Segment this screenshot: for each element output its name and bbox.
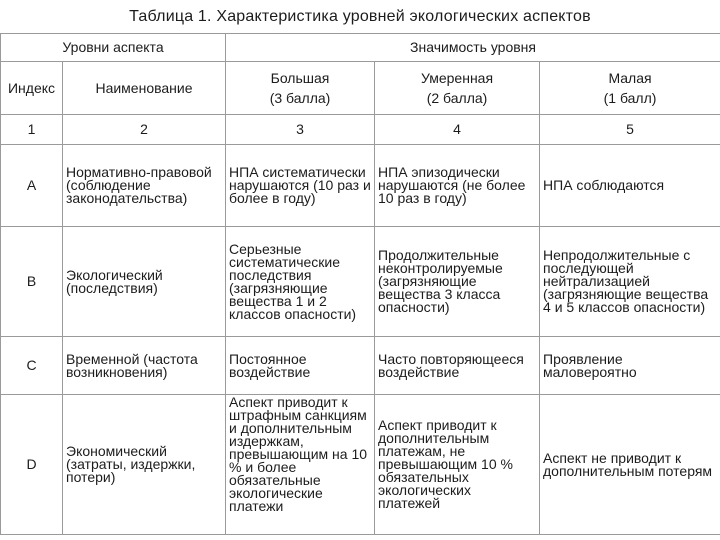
cell-low: Непродолжительные с последующей нейтрализацией (загрязняющие вещества 4 и 5 классов опасности): [540, 227, 720, 337]
cell-high: НПА систематически нарушаются (10 раз и более в году): [226, 145, 375, 227]
header-level-low: [540, 62, 720, 115]
column-number: 1: [1, 115, 63, 145]
header-group-row: [1, 34, 720, 62]
cell-high: Аспект приводит к штрафным санкциям и дополнительным издержкам, превышающим на 10 % и более обязательные экологические платежи: [226, 395, 375, 535]
header-level-medium: [375, 62, 540, 115]
level-medium-points: (2 балла): [426, 90, 488, 106]
table-row: [1, 395, 720, 535]
cell-high: Серьезные систематические последствия (загрязняющие вещества 1 и 2 классов опасности): [226, 227, 375, 337]
cell-medium: Продолжительные неконтролируемые (загрязняющие вещества 3 класса опасности): [375, 227, 540, 337]
row-index: D: [1, 395, 63, 535]
aspect-levels-table: [0, 33, 720, 535]
cell-medium: Аспект приводит к дополнительным платежам, не превышающим 10 % обязательных экологических платежей: [375, 395, 540, 535]
header-columns-row: [1, 62, 720, 115]
header-aspect-levels: Уровни аспекта: [1, 34, 226, 62]
row-name: Экологический (последствия): [63, 227, 226, 337]
table-row: [1, 227, 720, 337]
column-number: 4: [375, 115, 540, 145]
level-low-points: (1 балл): [603, 90, 657, 106]
header-name: Наименование: [63, 62, 226, 115]
column-number: 2: [63, 115, 226, 145]
column-numbers-row: [1, 115, 720, 145]
level-high-points: (3 балла): [269, 90, 331, 106]
cell-medium: Часто повторяющееся воздействие: [375, 337, 540, 395]
row-name: Экономический (затраты, издержки, потери): [63, 395, 226, 535]
column-number: 3: [226, 115, 375, 145]
header-index: Индекс: [1, 62, 63, 115]
row-index: A: [1, 145, 63, 227]
row-name: Временной (частота возникновения): [63, 337, 226, 395]
cell-low: Проявление маловероятно: [540, 337, 720, 395]
level-high-name: Большая: [270, 70, 330, 86]
row-index: B: [1, 227, 63, 337]
row-index: C: [1, 337, 63, 395]
cell-low: НПА соблюдаются: [540, 145, 720, 227]
header-significance: Значимость уровня: [226, 34, 720, 62]
table-row: [1, 145, 720, 227]
level-low-name: Малая: [608, 70, 652, 86]
cell-high: Постоянное воздействие: [226, 337, 375, 395]
table-title: Таблица 1. Характеристика уровней экологических аспектов: [129, 8, 591, 25]
level-medium-name: Умеренная: [420, 70, 494, 86]
cell-medium: НПА эпизодически нарушаются (не более 10 раз в году): [375, 145, 540, 227]
table-row: [1, 337, 720, 395]
column-number: 5: [540, 115, 720, 145]
row-name: Нормативно-правовой (соблюдение законодательства): [63, 145, 226, 227]
cell-low: Аспект не приводит к дополнительным потерям: [540, 395, 720, 535]
header-level-high: [226, 62, 375, 115]
